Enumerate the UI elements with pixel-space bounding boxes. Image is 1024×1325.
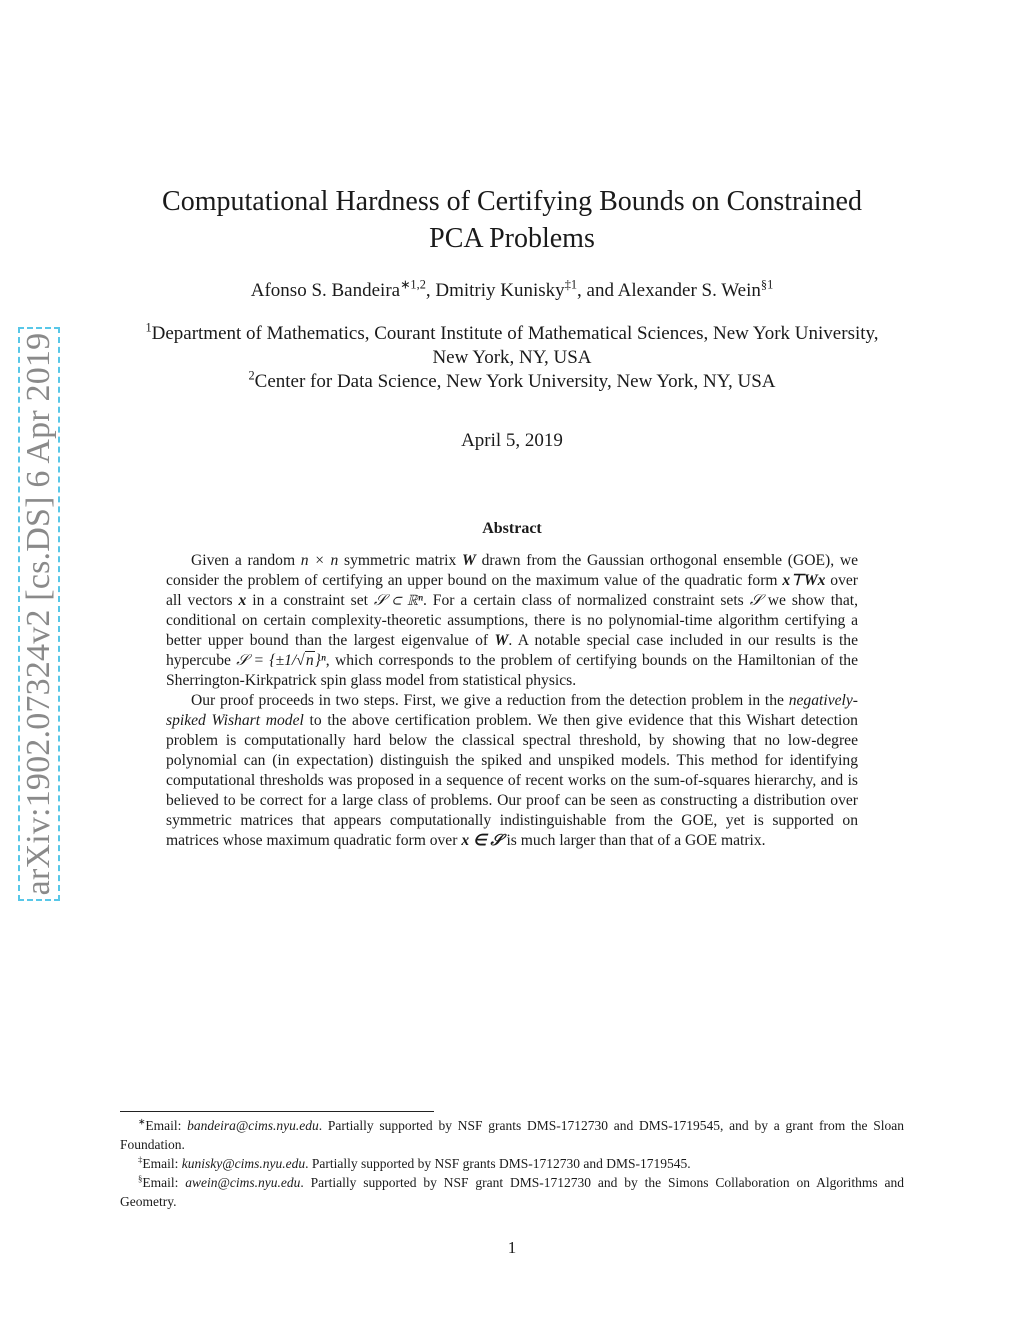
footnote-label: Email: <box>142 1156 182 1171</box>
affiliation-1-num: 1 <box>145 320 152 335</box>
footnote-bandeira <box>120 1116 904 1154</box>
affiliation-2 <box>140 370 884 394</box>
author-wein-marks: §1 <box>760 277 774 292</box>
paper-title <box>120 183 904 257</box>
footnote-wein <box>120 1173 904 1211</box>
affiliation-1-text: Department of Mathematics, Courant Institute of Mathematical Sciences, New York University, New York, NY, USA <box>151 323 879 368</box>
affiliation-2-text: Center for Data Science, New York University, New York, NY, USA <box>254 371 776 392</box>
paper-date: April 5, 2019 <box>461 430 563 451</box>
author-list <box>120 277 904 302</box>
text-run: symmetric matrix <box>338 552 462 569</box>
author-kunisky: Dmitriy Kunisky <box>435 280 565 301</box>
page-number: 1 <box>507 1238 517 1257</box>
footnotes <box>120 1116 904 1211</box>
footnote-mark: ∗ <box>138 1116 146 1127</box>
math-vector-x: x <box>238 592 247 609</box>
abstract-paragraph-1 <box>166 551 858 691</box>
footnote-rule <box>120 1111 434 1112</box>
footnote-label: Email: <box>145 1118 188 1133</box>
abstract-paragraph-2 <box>166 691 858 851</box>
text-run: in a constraint set <box>246 592 374 609</box>
text-run: over all vectors <box>166 572 859 609</box>
footnote-label: Email: <box>142 1175 186 1190</box>
abstract-body <box>166 551 858 851</box>
math-constraint-set: 𝒮 ⊂ ℝⁿ <box>373 592 423 609</box>
text-run: , which corresponds to the problem of certifying bounds on the Hamiltonian of the Sherrington-Kirkpatrick spin glass model from statistical physics. <box>166 652 859 689</box>
text-run: Our proof proceeds in two steps. First, we give a reduction from the detection problem in the <box>191 692 789 709</box>
math-x-in-s: x ∈ 𝒮 <box>461 832 503 849</box>
math-matrix-w: W <box>494 632 509 649</box>
email-link[interactable]: bandeira@cims.nyu.edu <box>187 1118 319 1133</box>
emphasis-wishart-model: negatively-spiked Wishart model <box>166 692 858 729</box>
footnote-mark: ‡ <box>138 1154 143 1165</box>
author-bandeira: Afonso S. Bandeira <box>250 280 401 301</box>
text-run: Given a random <box>191 552 301 569</box>
footnote-text: . Partially supported by NSF grants DMS-1712730 and DMS-1719545. <box>305 1156 691 1171</box>
footnote-mark: § <box>138 1173 143 1184</box>
footnote-text: . Partially supported by NSF grant DMS-1712730 and by the Simons Collaboration on Algorithms and Geometry. <box>120 1175 904 1209</box>
math-quadratic-form: x⊤Wx <box>782 572 826 589</box>
math-hypercube <box>236 651 326 669</box>
math-n-by-n: n × n <box>300 552 339 569</box>
math-hypercube-post: }ⁿ <box>314 652 326 669</box>
email-link[interactable]: kunisky@cims.nyu.edu <box>181 1156 306 1171</box>
math-sqrt-n: n <box>305 652 314 669</box>
text-run: is much larger than that of a GOE matrix. <box>502 832 766 849</box>
author-separator: , and <box>577 280 618 301</box>
email-link[interactable]: awein@cims.nyu.edu <box>185 1175 301 1190</box>
arxiv-sidebar-stamp <box>18 327 60 901</box>
math-set-s: 𝒮 <box>749 592 762 609</box>
footnote-text: . Partially supported by NSF grants DMS-1712730 and DMS-1719545, and by a grant from the Sloan Foundation. <box>120 1118 904 1152</box>
text-run: . For a certain class of normalized constraint sets <box>422 592 750 609</box>
abstract-heading: Abstract <box>482 520 542 537</box>
affiliation-1 <box>140 322 884 370</box>
affiliation-2-num: 2 <box>248 368 255 383</box>
text-run: to the above certification problem. We then give evidence that this Wishart detection problem is computationally hard below the classical spectral threshold, by showing that no low-degree polynomial can (in expectation) distinguish the spiked and unspiked models. This method for identifying computational thresholds was proposed in a sequence of recent works on the sum-of-squares hierarchy, and is believed to be correct for a large class of problems. Our proof can be seen as constructing a distribution over symmetric matrices that appears computationally indistinguishable from the GOE, yet is supported on matrices whose maximum quadratic form over <box>166 712 858 849</box>
title-line-1: Computational Hardness of Certifying Bounds on Constrained <box>162 186 862 217</box>
text-run: drawn from the Gaussian orthogonal ensemble (GOE), we consider the problem of certifying an upper bound on the maximum value of the quadratic form <box>166 552 859 589</box>
text-run: we show that, conditional on certain complexity-theoretic assumptions, there is no polynomial-time algorithm certifying a better upper bound than the largest eigenvalue of <box>166 592 858 649</box>
author-kunisky-marks: ‡1 <box>564 277 578 292</box>
author-wein: Alexander S. Wein <box>617 280 761 301</box>
math-matrix-w: W <box>462 552 476 569</box>
author-bandeira-marks: ∗1,2 <box>400 277 426 292</box>
arxiv-id-label: arXiv:1902.07324v2 [cs.DS] 6 Apr 2019 <box>20 332 57 896</box>
title-line-2: PCA Problems <box>429 223 595 254</box>
text-run: . A notable special case included in our results is the hypercube <box>166 632 858 669</box>
math-hypercube-pre: 𝒮 = {±1/√ <box>236 652 305 669</box>
footnote-kunisky <box>120 1154 904 1173</box>
author-separator: , <box>425 280 436 301</box>
affiliations <box>140 322 884 394</box>
